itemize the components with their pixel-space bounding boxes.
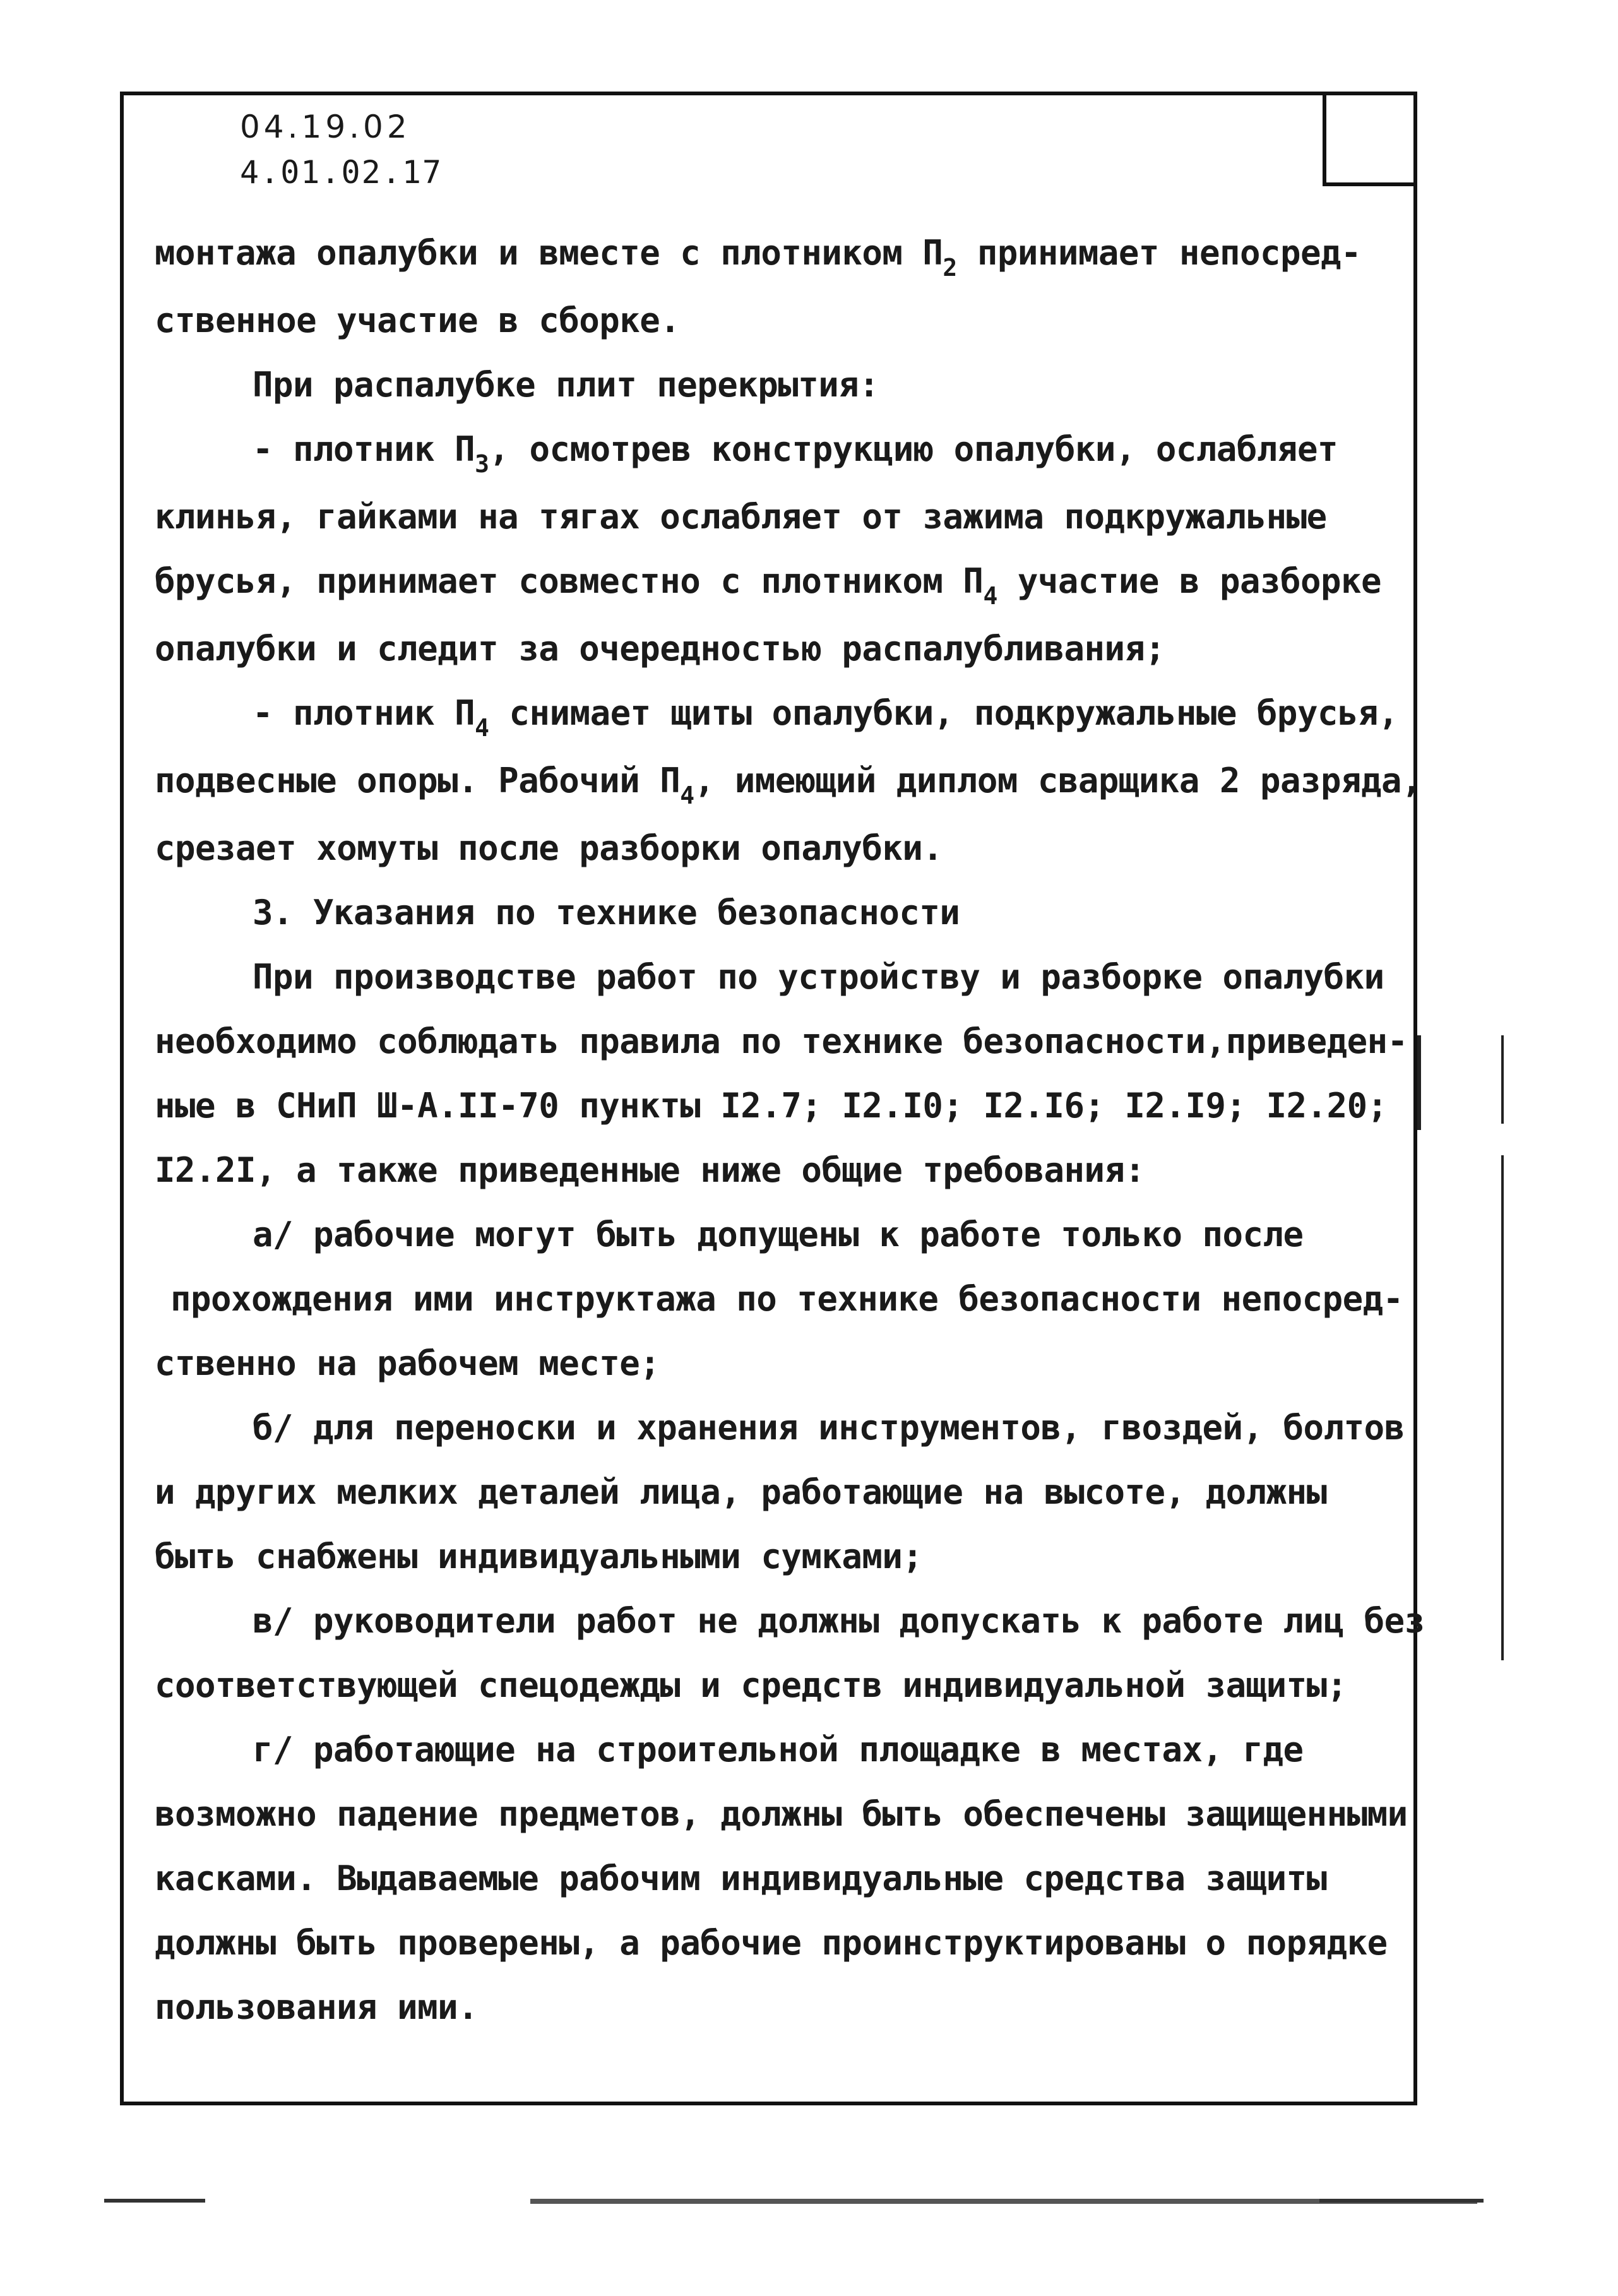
text-line: срезает хомуты после разборки опалубки. — [155, 828, 943, 868]
scan-artifact-strip — [1319, 2199, 1484, 2203]
text-line: При распалубке плит перекрытия: — [253, 365, 879, 405]
text-line: необходимо соблюдать правила по технике безопасности,приведен- — [155, 1021, 1408, 1061]
text-line: - плотник $П_4$ снимает щиты опалубки, подкружальные брусья, — [253, 693, 1398, 742]
handwritten-code: 04.19.02 — [240, 109, 411, 145]
text-line: и других мелких деталей лица, работающие на высоте, должны — [155, 1472, 1327, 1512]
scan-artifact-strip — [104, 2199, 205, 2203]
text-line: а/ рабочие могут быть допущены к работе только после — [253, 1215, 1304, 1254]
text-line: г/ работающие на строительной площадке в местах, где — [253, 1730, 1304, 1770]
text-line: опалубки и следит за очередностью распалубливания; — [155, 629, 1165, 669]
document-code: 4.01.02.17 — [240, 154, 443, 191]
text-line: I2.2I, а также приведенные ниже общие требования: — [155, 1150, 1145, 1190]
text-line: быть снабжены индивидуальными сумками; — [155, 1537, 923, 1576]
text-line: - плотник $П_3$, осмотрев конструкцию опалубки, ослабляет — [253, 429, 1338, 478]
text-line: ные в СНиП Ш-А.II-70 пункты I2.7; I2.I0; I2.I6; I2.I9; I2.20; — [155, 1086, 1388, 1126]
text-line: клинья, гайками на тягах ослабляет от зажима подкружальные — [155, 497, 1327, 537]
scan-edge-line — [1417, 1035, 1421, 1130]
text-line: в/ руководители работ не должны допускать к работе лиц без — [253, 1601, 1425, 1641]
sheet-number-box — [1323, 92, 1417, 186]
text-line: должны быть проверены, а рабочие проинструктированы о порядке — [155, 1923, 1388, 1963]
document-header — [240, 104, 443, 195]
text-line: прохождения ими инструктажа по технике безопасности непосред- — [170, 1279, 1403, 1319]
document-body — [155, 221, 1425, 2040]
text-line: соответствующей спецодежды и средств индивидуальной защиты; — [155, 1665, 1347, 1705]
text-line: подвесные опоры. Рабочий $П_4$, имеющий диплом сварщика 2 разряда, — [155, 761, 1422, 809]
text-line: брусья, принимает совместно с плотником $П_4$ участие в разборке — [155, 561, 1382, 610]
text-line: монтажа опалубки и вместе с плотником $П_2$ принимает непосред- — [155, 233, 1362, 282]
section-heading: 3. Указания по технике безопасности — [253, 893, 960, 932]
text-line: б/ для переноски и хранения инструментов, гвоздей, болтов — [253, 1408, 1405, 1448]
text-line: При производстве работ по устройству и разборке опалубки — [253, 957, 1384, 997]
scan-edge-line — [1501, 1035, 1504, 1124]
text-line: ственное участие в сборке. — [155, 300, 681, 340]
text-line: касками. Выдаваемые рабочим индивидуальные средства защиты — [155, 1859, 1327, 1898]
text-line: пользования ими. — [155, 1987, 479, 2027]
scan-edge-line — [1501, 1155, 1504, 1660]
text-line: ственно на рабочем месте; — [155, 1343, 660, 1383]
text-line: возможно падение предметов, должны быть обеспечены защищенными — [155, 1794, 1408, 1834]
